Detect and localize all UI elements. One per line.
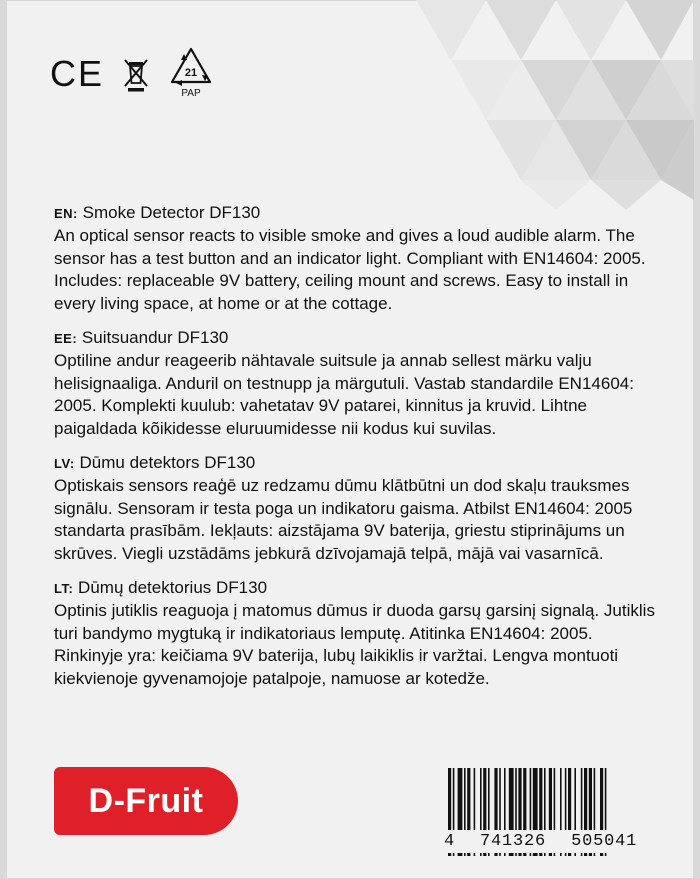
section-heading xyxy=(54,327,664,350)
language-code: LV: xyxy=(54,456,75,471)
recycle-number: 21 xyxy=(184,67,198,79)
product-description xyxy=(54,202,664,702)
recycle-pap-icon xyxy=(168,46,214,102)
product-title: Smoke Detector DF130 xyxy=(82,203,261,222)
brand-name: D-Fruit xyxy=(88,781,204,820)
section-en xyxy=(54,202,664,315)
barcode-digit-group: 505041 xyxy=(571,832,638,851)
barcode-digit-group: 741326 xyxy=(480,832,547,851)
triangle-pattern xyxy=(376,0,694,210)
section-body: Optiskais sensors reaģē uz redzamu dūmu klātbūtni un dod skaļu trauksmes signālu. Sensoram ir testa poga un indikatoru gaisma. Atbilst EN14604: 2005 standarta prasībām. Iekļauts: aizstājama 9V baterija, griestu stiprinājums un skrūves. Viegli uzstādāms jebkurā dzīvojamajā telpā, mājā vai vasarnīcā. xyxy=(54,476,633,563)
section-heading xyxy=(54,577,664,600)
barcode-digits xyxy=(444,830,684,853)
product-title: Dūmu detektors DF130 xyxy=(79,453,256,472)
section-body: Optinis jutiklis reaguoja į matomus dūmus ir duoda garsų garsinį signalą. Jutiklis turi bandymo mygtuką ir indikatoriaus lemputę. Atitinka EN14604: 2005. Rinkinyje yra: keičiama 9V baterija, lubų laikiklis ir varžtai. Lengva montuoti kiekvienoje gyvenamojoje patalpoje, namuose ar kotedže. xyxy=(54,601,655,688)
recycle-code: PAP xyxy=(181,88,201,99)
ce-mark-icon: CE xyxy=(50,53,105,94)
barcode-digit-group: 4 xyxy=(444,832,456,851)
section-lt xyxy=(54,577,664,690)
section-ee xyxy=(54,327,664,440)
section-heading xyxy=(54,452,664,475)
product-title: Dūmų detektorius DF130 xyxy=(78,578,268,597)
language-code: EN: xyxy=(54,206,78,221)
package-back xyxy=(6,0,694,879)
section-body: Optiline andur reageerib nähtavale suitsule ja annab sellest märku valju helisignaaliga. Anduril on testnupp ja märgutuli. Vastab standardile EN14604: 2005. Komplekti kuulub: vahetatav 9V patarei, kinnitus ja kruvid. Lihtne paigaldada kõikidesse eluruumidesse nii kodus kui suvilas. xyxy=(54,351,634,438)
section-lv xyxy=(54,452,664,565)
certification-marks xyxy=(50,44,214,104)
section-body: An optical sensor reacts to visible smoke and gives a loud audible alarm. The sensor has a test button and an indicator light. Compliant with EN14604: 2005. Includes: replaceable 9V battery, ceiling mount and screws. Easy to install in every living space, at home or at the cottage. xyxy=(54,226,646,313)
section-heading xyxy=(54,202,664,225)
language-code: LT: xyxy=(54,581,74,596)
language-code: EE: xyxy=(54,331,78,346)
product-title: Suitsuandur DF130 xyxy=(81,328,229,347)
brand-logo xyxy=(54,767,238,835)
weee-crossed-bin-icon xyxy=(122,56,150,92)
